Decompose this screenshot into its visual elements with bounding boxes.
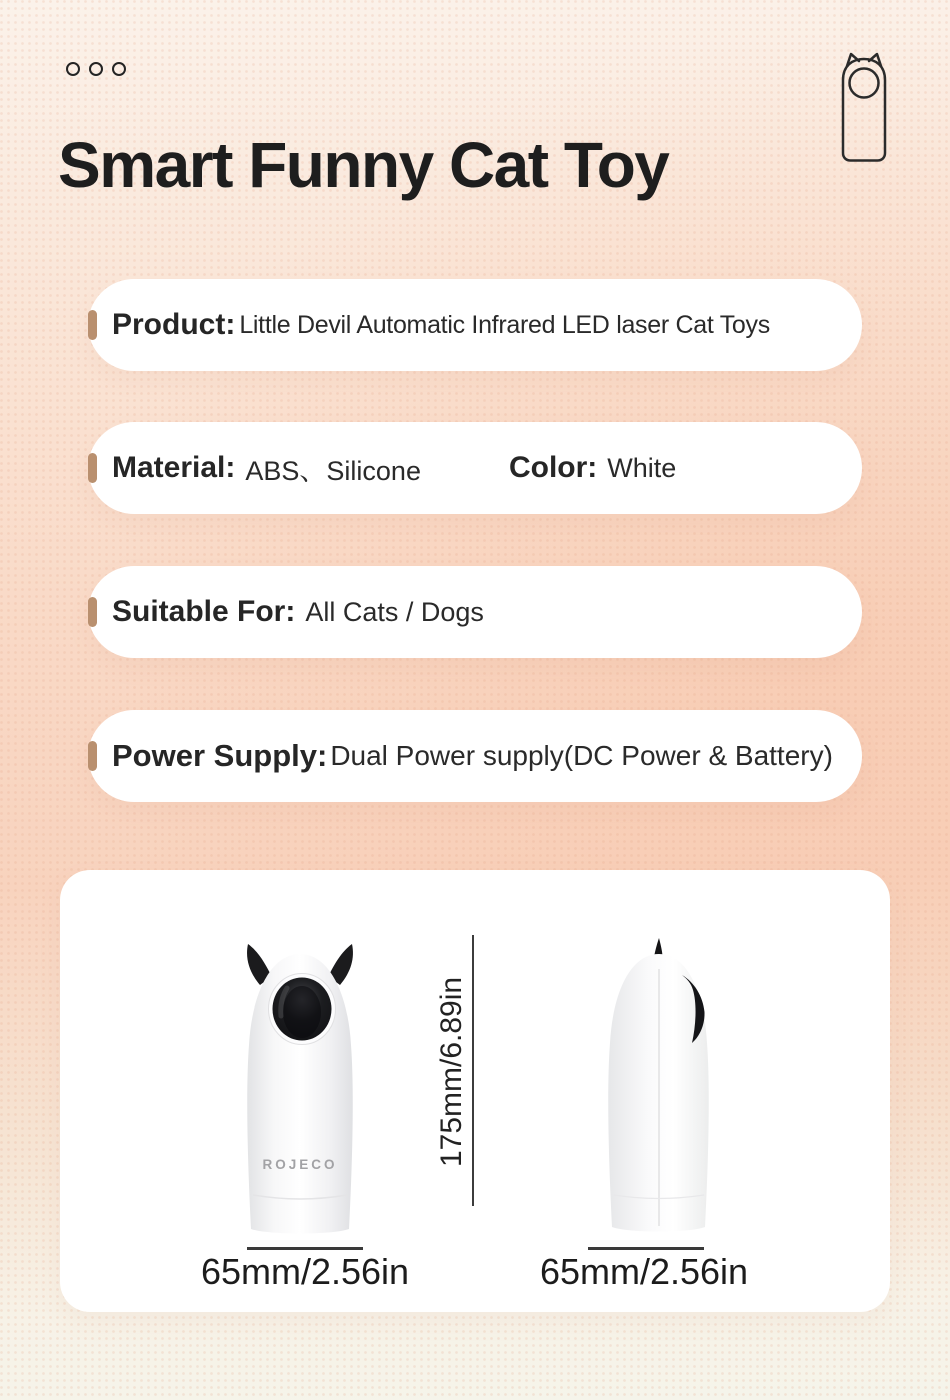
spec-label: Product:	[112, 308, 236, 341]
accent-bar	[88, 741, 97, 771]
spec-card-material-color	[88, 422, 862, 514]
product-gallery-card	[60, 870, 890, 1312]
three-circles-icon	[66, 62, 126, 76]
spec-value: All Cats / Dogs	[305, 596, 484, 627]
spec-value: Dual Power supply(DC Power & Battery)	[330, 740, 833, 771]
height-dimension-line	[472, 935, 474, 1206]
spec-card-power-supply	[88, 710, 862, 802]
circle-dot-icon	[66, 62, 80, 76]
height-dimension-label: 175mm/6.89in	[435, 976, 468, 1168]
accent-bar	[88, 597, 97, 627]
spec-label: Suitable For:	[112, 595, 296, 628]
page-title: Smart Funny Cat Toy	[58, 129, 669, 201]
side-width-label: 65mm/2.56in	[539, 1251, 749, 1292]
spec-label: Power Supply:	[112, 738, 328, 773]
spec-card-suitable-for	[88, 566, 862, 658]
circle-dot-icon	[89, 62, 103, 76]
product-side-image	[598, 937, 718, 1237]
spec-value: Little Devil Automatic Infrared LED laser Cat Toys	[239, 310, 770, 339]
width-dimension-line	[247, 1247, 363, 1250]
product-front-image	[240, 939, 360, 1239]
spec-value: White	[607, 452, 677, 483]
width-dimension-line	[588, 1247, 704, 1250]
spec-label: Color:	[508, 451, 598, 484]
circle-dot-icon	[112, 62, 126, 76]
accent-bar	[88, 310, 97, 340]
spec-card-product	[88, 279, 862, 371]
cat-toy-outline-icon	[838, 52, 890, 167]
spec-value: ABS、Silicone	[245, 455, 421, 486]
accent-bar	[88, 453, 97, 483]
brand-logo: ROJECO	[262, 1157, 338, 1172]
spec-label: Material:	[112, 451, 236, 484]
front-width-label: 65mm/2.56in	[200, 1251, 410, 1292]
